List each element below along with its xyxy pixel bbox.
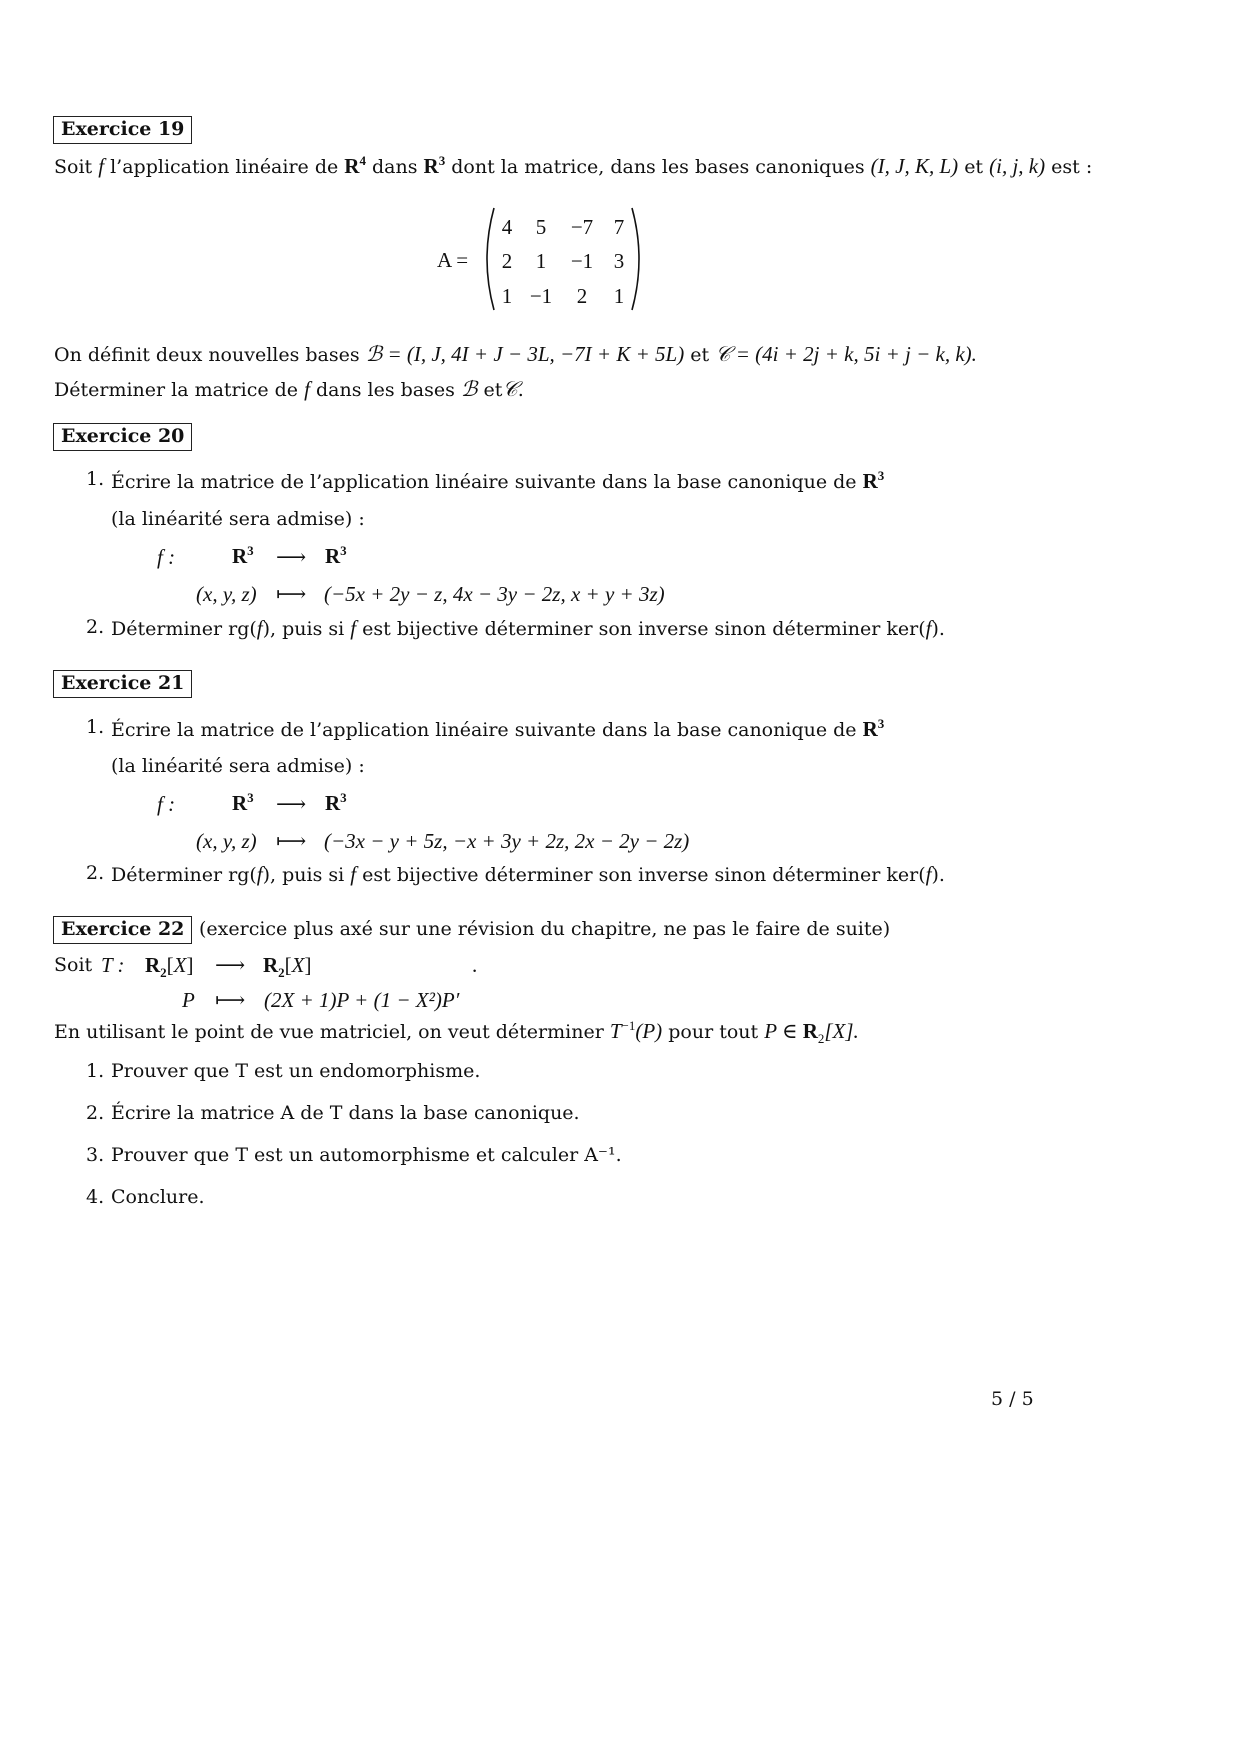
basis-c: 𝒞 = (4i + 2j + k, 5i + j − k, k). [715, 342, 977, 366]
matrix-cell: 2 [576, 284, 588, 308]
map-image: (2X + 1)P + (1 − X²)P′ [264, 988, 460, 1012]
ex20-q2 [111, 616, 945, 641]
question-text: Déterminer rg( [111, 618, 257, 640]
et-text: et [964, 156, 984, 178]
map-domain: $R^3$ [232, 543, 254, 568]
matrix-cell: 1 [535, 249, 547, 273]
question-text: ), puis si [262, 864, 345, 886]
matrix-cell: −1 [529, 284, 553, 308]
matrix-cell: −1 [570, 249, 594, 273]
matrix-cell: 1 [501, 284, 513, 308]
intro-text: l’application linéaire de [110, 156, 339, 178]
matrix-cell: −7 [570, 215, 594, 239]
map-codomain: $R^3$ [325, 790, 347, 815]
ex20-q1-note: (la linéarité sera admise) : [111, 508, 365, 530]
soit-label: Soit [54, 156, 93, 178]
map-to: ⟼ [215, 988, 246, 1012]
map-domain: $R_2[X]$ [145, 953, 194, 981]
exercise-21-title: Exercice 21 [53, 670, 192, 698]
et-text: et [483, 379, 503, 401]
matrix-cell: 2 [501, 249, 513, 273]
exercise-19-title: Exercice 19 [53, 116, 192, 144]
canonical-basis-1: (I, J, K, L) [870, 154, 959, 178]
map-var: (x, y, z) [196, 582, 257, 606]
map-domain: $R^3$ [232, 790, 254, 815]
r3-symbol: $R^3$ [862, 716, 885, 741]
new-bases-line [54, 342, 977, 367]
new-bases-text: On définit deux nouvelles bases [54, 344, 360, 366]
b-symbol: ℬ [460, 377, 478, 401]
map-name: f : [157, 792, 176, 816]
map-name: T : [101, 953, 125, 977]
ex22-item-4-number: 4. [86, 1186, 105, 1208]
question-text: Déterminer rg( [111, 864, 257, 886]
intro-text: pour tout [668, 1021, 759, 1043]
soit-label: Soit [54, 954, 93, 976]
ex22-item-1: Prouver que T est un endomorphisme. [111, 1060, 481, 1082]
ex22-item-2-number: 2. [86, 1102, 105, 1124]
exercise-20-title: Exercice 20 [53, 423, 192, 451]
matrix-cell: 7 [613, 215, 625, 239]
map-arrow: ⟶ [276, 545, 307, 569]
question-text: est bijective déterminer son inverse sinon déterminer ker( [362, 864, 926, 886]
matrix-cell: 1 [613, 284, 625, 308]
r4-symbol: $R^4$ [344, 153, 366, 178]
question-text: ). [931, 618, 945, 640]
question-text: est bijective déterminer son inverse sinon déterminer ker( [362, 618, 926, 640]
basis-b: ℬ = (I, J, 4I + J − 3L, −7I + K + 5L) [365, 342, 685, 366]
est-text: est : [1051, 156, 1093, 178]
exercise-22-title: Exercice 22 [53, 916, 192, 944]
ex21-q2-number: 2. [86, 862, 105, 884]
ex22-item-4: Conclure. [111, 1186, 205, 1208]
r3-symbol: $R^3$ [862, 468, 885, 493]
et-text: et [690, 344, 710, 366]
exercise-19-question [54, 377, 524, 402]
ex20-q2-number: 2. [86, 616, 105, 638]
f-symbol: f [350, 862, 357, 886]
question-text: dans les bases [316, 379, 455, 401]
f-symbol: f [98, 154, 105, 178]
ex22-item-2: Écrire la matrice A de T dans la base canonique. [111, 1102, 580, 1124]
ex21-q1 [111, 716, 884, 742]
period: . [472, 953, 478, 977]
intro-rest-text: dont la matrice, dans les bases canoniques [451, 156, 865, 178]
page-number: 5 / 5 [991, 1388, 1034, 1410]
map-var: (x, y, z) [196, 829, 257, 853]
matrix-cell: 3 [613, 249, 625, 273]
ex20-q1-number: 1. [86, 468, 105, 490]
f-symbol: f [925, 616, 932, 640]
matrix-label: A = [437, 248, 469, 272]
period: . [517, 379, 524, 401]
dans-text: dans [372, 156, 418, 178]
canonical-basis-2: (i, j, k) [989, 154, 1046, 178]
map-image: (−5x + 2y − z, 4x − 3y − 2z, x + y + 3z) [324, 582, 665, 606]
r3-symbol: $R^3$ [423, 153, 446, 178]
map-arrow: ⟶ [215, 953, 246, 977]
ex22-item-1-number: 1. [86, 1060, 105, 1082]
map-to: ⟼ [276, 829, 307, 853]
f-symbol: f [256, 616, 263, 640]
matrix-cell: 4 [501, 215, 513, 239]
map-codomain: $R_2[X]$ [263, 953, 312, 981]
exercise-22-intro [54, 1018, 859, 1047]
matrix-cell: 5 [535, 215, 547, 239]
map-to: ⟼ [276, 582, 307, 606]
c-symbol: 𝒞 [502, 377, 518, 401]
f-symbol: f [350, 616, 357, 640]
ex22-item-3-number: 3. [86, 1144, 105, 1166]
question-text: Écrire la matrice de l’application linéaire suivante dans la base canonique de [111, 471, 857, 493]
map-image: (−3x − y + 5z, −x + 3y + 2z, 2x − 2y − 2z) [324, 829, 690, 853]
exercise-19-intro [54, 153, 1092, 179]
ex20-q1 [111, 468, 884, 494]
question-text: ), puis si [262, 618, 345, 640]
map-name: f : [157, 545, 176, 569]
map-var: P [182, 988, 195, 1012]
exercise-22-note: (exercice plus axé sur une révision du chapitre, ne pas le faire de suite) [199, 918, 891, 940]
t-inverse-p: $T^{-1}(P)$ [609, 1018, 663, 1043]
ex21-q2 [111, 862, 945, 887]
f-symbol: f [925, 862, 932, 886]
map-arrow: ⟶ [276, 792, 307, 816]
f-symbol: f [256, 862, 263, 886]
question-text: Déterminer la matrice de [54, 379, 299, 401]
question-text: ). [931, 864, 945, 886]
ex21-q1-number: 1. [86, 716, 105, 738]
question-text: Écrire la matrice de l’application linéaire suivante dans la base canonique de [111, 719, 857, 741]
f-symbol: f [304, 377, 310, 401]
ex21-q1-note: (la linéarité sera admise) : [111, 755, 365, 777]
intro-text: En utilisant le point de vue matriciel, on veut déterminer [54, 1021, 604, 1043]
ex22-item-3: Prouver que T est un automorphisme et calculer A⁻¹. [111, 1144, 622, 1166]
matrix-a [478, 205, 648, 313]
p-in-r2x: P ∈ $R_2[X]$. [764, 1019, 859, 1047]
map-codomain: $R^3$ [325, 543, 347, 568]
